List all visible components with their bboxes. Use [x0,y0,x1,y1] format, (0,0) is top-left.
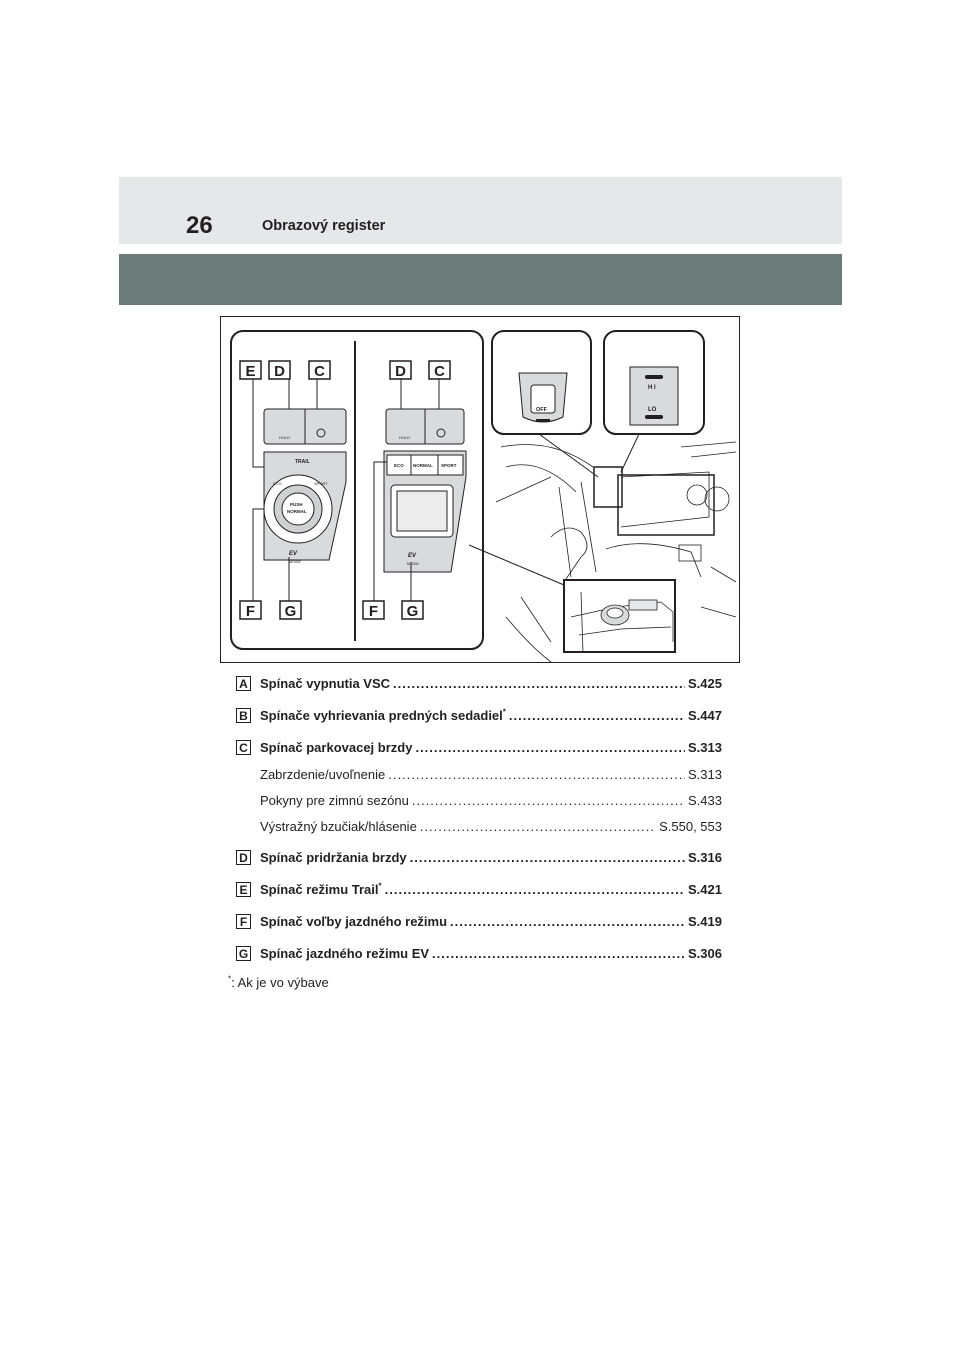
pointer-a [539,434,598,477]
ref-label: Zabrzdenie/uvoľnenie [260,767,386,782]
push-text: PUSH [290,502,303,507]
ref-page: S.419 [688,914,722,929]
ref-label: Pokyny pre zimnú sezónu [260,793,409,808]
ref-seat-heater [236,708,722,728]
sport-text-middle: SPORT [441,463,457,468]
ref-label: Spínač voľby jazdného režimu [260,914,448,929]
ref-page: S.425 [688,676,722,691]
badge-f: F [236,914,251,929]
callout-f-middle: F [368,603,379,620]
mode-text-middle: MODE [407,561,419,566]
ref-page: S.447 [688,708,722,723]
ref-sub-winter [236,793,722,813]
ref-label: Spínače vyhrievania predných sedadiel [260,708,503,723]
ref-page: S.313 [688,767,722,782]
ref-page: S.421 [688,882,722,897]
badge-e: E [236,882,251,897]
leader-e [253,379,264,467]
ref-ev-mode [236,946,722,966]
footnote-mark: * [378,881,382,891]
footnote-mark: * [502,707,506,717]
callout-f-left: F [245,603,256,620]
badge-a: A [236,676,251,691]
switch-location-illustration [220,316,740,663]
callout-d-middle: D [395,363,406,380]
page-number: 26 [186,212,213,239]
badge-b: B [236,708,251,723]
ref-label: Spínač jazdného režimu EV [260,946,430,961]
callout-e: E [245,363,256,380]
footnote-text: : Ak je vo výbave [231,975,329,990]
ref-page: S.306 [688,946,722,961]
eco-text-middle: ECO [394,463,404,468]
normal-text-left: NORMAL [287,509,307,514]
hold-text-middle: HOLD [399,435,411,440]
ref-label: Výstražný bzučiak/hlásenie [260,819,417,834]
callout-d-left: D [274,363,285,380]
ref-label: Spínač režimu Trail [260,882,379,897]
ref-sub-apply-release [236,767,722,787]
ref-parking-brake [236,740,722,760]
mode-text-left: MODE [289,559,301,564]
callout-g-middle: G [406,603,419,620]
ref-trail-mode [236,882,722,902]
ref-page: S.313 [688,740,722,755]
ref-page: S.433 [688,793,722,808]
ref-label: Spínač vypnutia VSC [260,676,391,691]
badge-c: C [236,740,251,755]
ev-text-middle: EV [408,553,417,559]
ref-vsc-off [236,676,722,696]
leader-f-left [253,509,264,601]
off-text: OFF [536,407,547,413]
normal-text-middle: NORMAL [413,463,433,468]
header-bar [119,177,842,244]
ref-page: S.316 [688,850,722,865]
badge-d: D [236,850,251,865]
lo-text: LO [648,407,657,413]
section-title: Obrazový register [262,218,386,234]
footnote-mark: * [228,974,232,984]
badge-g: G [236,946,251,961]
footnote [228,975,329,990]
ref-brake-hold [236,850,722,870]
callout-c-middle: C [434,363,445,380]
hold-text-left: HOLD [279,435,291,440]
pointer-b [621,434,639,472]
ref-label: Spínač pridržania brzdy [260,850,407,865]
eco-text-left: ECO [273,481,282,486]
ev-text-left: EV [289,551,298,557]
sport-text-left: SPORT [314,481,328,486]
ref-sub-warning [236,819,722,839]
ref-drive-mode-select [236,914,722,934]
ref-page: S.550, 553 [659,819,722,834]
section-band [119,254,842,305]
hi-text: H I [648,385,656,391]
ref-label: Spínač parkovacej brzdy [260,740,413,755]
callout-c-left: C [314,363,325,380]
callout-g-left: G [284,603,297,620]
trail-text: TRAIL [295,459,310,465]
